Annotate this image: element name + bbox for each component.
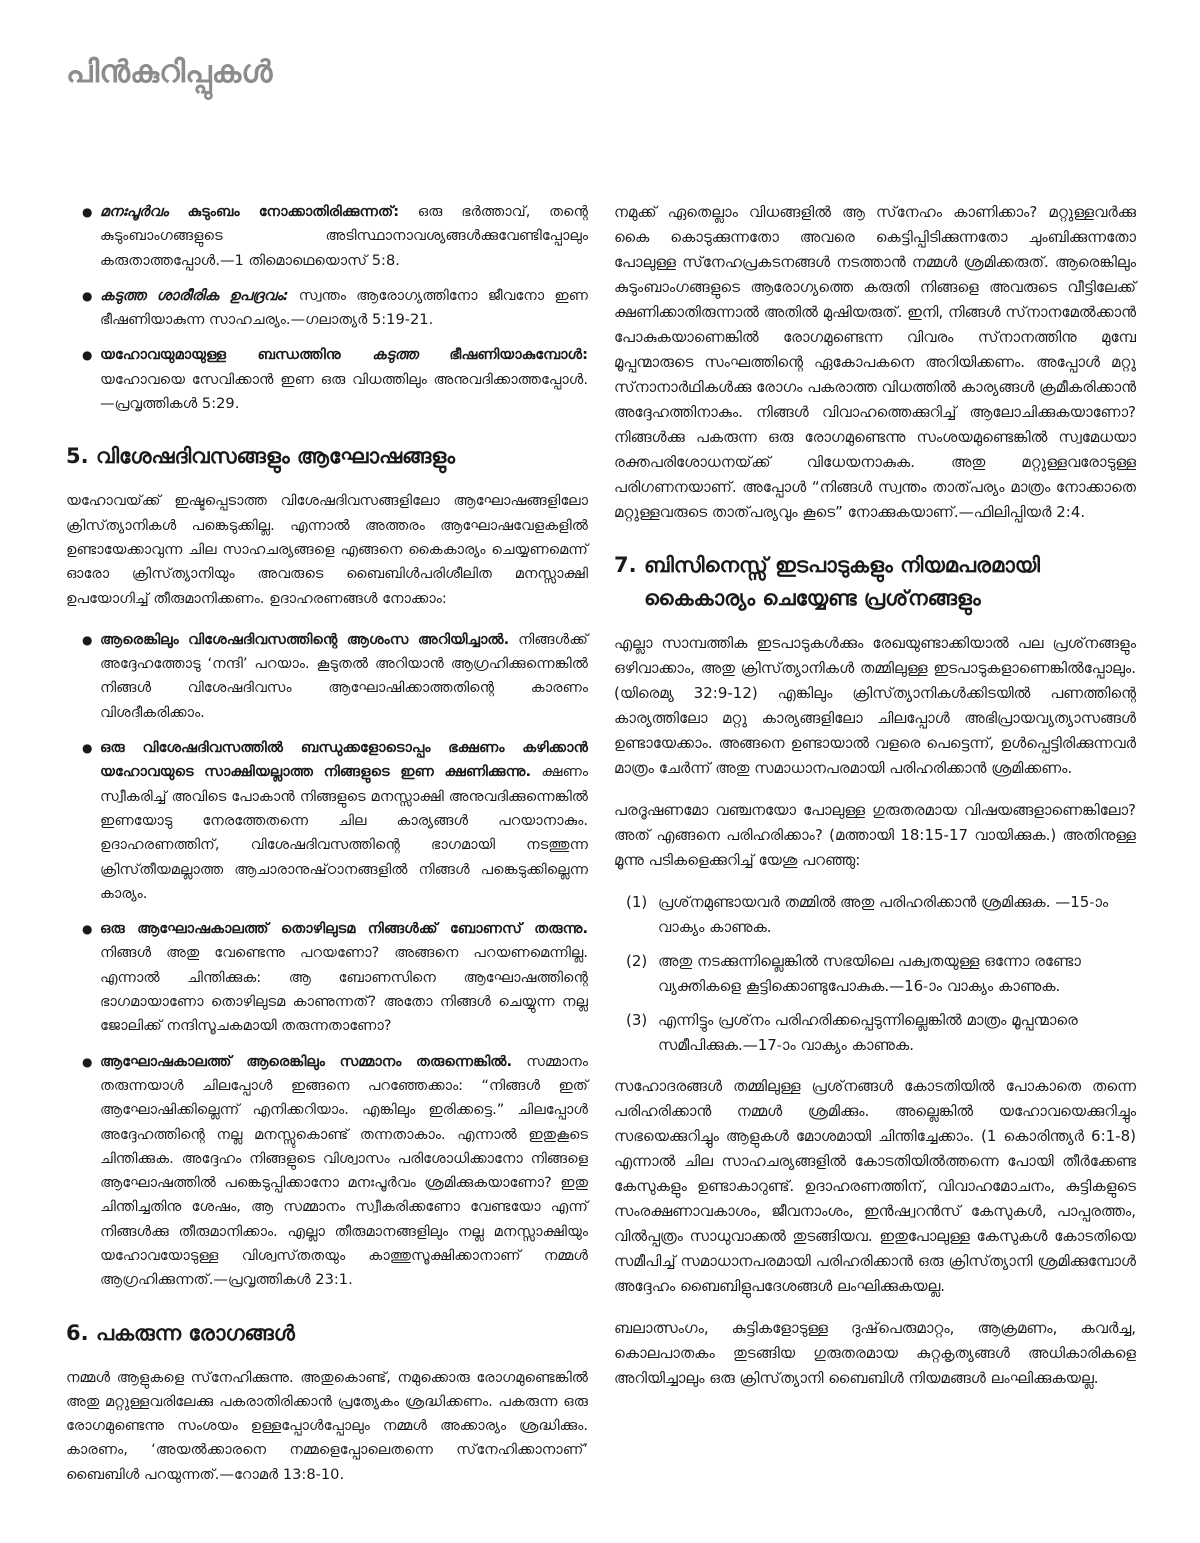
bullet-body: നിങ്ങൾ അതു വേണ്ടെന്നു പറയണോ? അങ്ങനെ പറയണമെന്നില്ല. എന്നാൽ ചിന്തിക്കുക: ആ ബോണസിനെ ആഘോഷത്തിന്റെ ഭാഗമായാണോ തൊഴിലുടമ കാണുന്നത്‌? അതോ നിങ്ങൾ ചെയ്യുന്ന നല്ല ജോലിക്ക്‌ നന്ദിസൂചകമായി തരുന്നതാണോ? <box>100 944 588 1035</box>
list-item <box>84 200 588 273</box>
steps-list <box>614 890 1136 1058</box>
step-text: എന്നിട്ടും പ്രശ്‌നം പരിഹരിക്കപ്പെടുന്നില്ലെങ്കിൽ മാത്രം മൂപ്പന്മാരെ സമീപിക്കുക.—17-ാം വാക്യം കാണുക. <box>658 1011 1078 1054</box>
section-6-continued: നമുക്ക്‌ ഏതെല്ലാം വിധങ്ങളിൽ ആ സ്‌നേഹം കാണിക്കാം? മറ്റുള്ളവർക്കു കൈ കൊടുക്കുന്നതോ അവരെ കെട്ടിപ്പിടിക്കുന്നതോ ചുംബിക്കുന്നതോ പോലുള്ള സ്‌നേഹപ്രകടനങ്ങൾ നടത്താൻ നമ്മൾ ശ്രമിക്കരുത്‌. ആരെങ്കിലും കുടുംബാംഗങ്ങളുടെ ആരോഗ്യത്തെ കരുതി നിങ്ങളെ അവരുടെ വീട്ടിലേക്ക്‌ ക്ഷണിക്കാതിരുന്നാൽ അതിൽ മുഷിയരുത്‌. ഇനി, നിങ്ങൾ സ്‌നാനമേൽക്കാൻ പോകുകയാണെങ്കിൽ രോഗമുണ്ടെന്ന വിവരം സ്‌നാനത്തിനു മുമ്പേ മൂപ്പന്മാരുടെ സംഘത്തിന്റെ ഏകോപകനെ അറിയിക്കണം. അപ്പോൾ മറ്റു സ്‌നാനാർഥികൾക്കു രോഗം പകരാത്ത വിധത്തിൽ കാര്യങ്ങൾ ക്രമീകരിക്കാൻ അദ്ദേഹത്തിനാകും. നിങ്ങൾ വിവാഹത്തെക്കുറിച്ച്‌ ആലോചിക്കുകയാണോ? നിങ്ങൾക്കു പകരുന്ന ഒരു രോഗമുണ്ടെന്നു സംശയമുണ്ടെങ്കിൽ സ്വമേധയാ രക്തപരിശോധനയ്‌ക്ക്‌ വിധേയനാകുക. അതു മറ്റുള്ളവരോടുള്ള പരിഗണനയാണ്‌. അപ്പോൾ “നിങ്ങൾ സ്വന്തം താത്‌പര്യം മാത്രം നോക്കാതെ മറ്റുള്ളവരുടെ താത്‌പര്യവും കൂടെ” നോക്കുകയാണ്‌.—ഫിലിപ്പിയർ 2:4. <box>614 203 1136 521</box>
list-item <box>84 736 588 906</box>
section-title: ബിസിനെസ്സ്‌ ഇടപാടുകളും നിയമപരമായി കൈകാര്യം ചെയ്യേണ്ട പ്രശ്‌നങ്ങളും <box>644 553 1040 610</box>
bullet-lead: ആഘോഷകാലത്ത്‌ ആരെങ്കിലും സമ്മാനം തരുന്നെങ്കിൽ. <box>100 1052 513 1070</box>
section-7-paragraph-2: പരദൂഷണമോ വഞ്ചനയോ പോലുള്ള ഗുരുതരമായ വിഷയങ്ങളാണെങ്കിലോ? അത്‌ എങ്ങനെ പരിഹരിക്കാം? (മത്തായി 18:15-17 വായിക്കുക.) അതിനുള്ള മൂന്നു പടികളെക്കുറിച്ച്‌ യേശു പറഞ്ഞു: <box>614 801 1136 869</box>
page-title: പിൻകുറിപ്പുകൾ <box>66 54 273 90</box>
step-text: പ്രശ്‌നമുണ്ടായവർ തമ്മിൽ അതു പരിഹരിക്കാൻ ശ്രമിക്കുക. —15-ാം വാക്യം കാണുക. <box>658 893 1109 936</box>
step-item <box>626 949 1136 999</box>
bullet-body: യഹോവയെ സേവിക്കാൻ ഇണ ഒരു വിധത്തിലും അനുവദിക്കാത്തപ്പോൾ.—പ്രവൃത്തികൾ 5:29. <box>100 370 588 413</box>
section-title: വിശേഷദിവസങ്ങളും ആഘോഷങ്ങളും <box>96 444 456 469</box>
section-number: 6. <box>66 1320 89 1345</box>
step-number: (3) <box>626 1011 648 1029</box>
section-7-paragraph-4: ബലാത്സംഗം, കുട്ടികളോടുള്ള ദുഷ്‌പെരുമാറ്റം, ആക്രമണം, കവർച്ച, കൊലപാതകം തുടങ്ങിയ ഗുരുതരമായ കുറ്റകൃത്യങ്ങൾ അധികാരികളെ അറിയിച്ചാലും ഒരു ക്രിസ്‌ത്യാനി ബൈബിൾ നിയമങ്ങൾ ലംഘിക്കുകയല്ല. <box>614 1319 1136 1387</box>
step-number: (1) <box>626 893 648 911</box>
section-title: പകരുന്ന രോഗങ്ങൾ <box>96 1320 295 1345</box>
bullet-lead-italic: കടുത്ത ശാരീരിക ഉപദ്രവം: <box>100 286 289 304</box>
bullet-lead: ആരെങ്കിലും വിശേഷദിവസത്തിന്റെ ആശംസ അറിയിച്ചാൽ. <box>100 630 510 648</box>
bullet-body: സമ്മാനം തരുന്നയാൾ ചിലപ്പോൾ ഇങ്ങനെ പറഞ്ഞേക്കാം: “നിങ്ങൾ ഇത്‌ ആഘോഷിക്കില്ലെന്ന്‌ എനിക്കറിയാം. എങ്കിലും ഇരിക്കട്ടെ.” ചിലപ്പോൾ അദ്ദേഹത്തിന്റെ നല്ല മനസ്സുകൊണ്ട്‌ തന്നതാകാം. എന്നാൽ ഇതുകൂടെ ചിന്തിക്കുക. അദ്ദേഹം നിങ്ങളുടെ വിശ്വാസം പരിശോധിക്കാനോ നിങ്ങളെ ആഘോഷത്തിൽ പങ്കെടുപ്പിക്കാനോ മനഃപൂർവം ശ്രമിക്കുകയാണോ? ഇതു ചിന്തിച്ചതിനു ശേഷം, ആ സമ്മാനം സ്വീകരിക്കണോ വേണ്ടയോ എന്ന്‌ നിങ്ങൾക്കു തീരുമാനിക്കാം. എല്ലാ തീരുമാനങ്ങളിലും നല്ല മനസ്സാക്ഷിയും യഹോവയോടുള്ള വിശ്വസ്‌തതയും കാത്തുസൂക്ഷിക്കാനാണ്‌ നമ്മൾ ആഗ്രഹിക്കുന്നത്‌.—പ്രവൃത്തികൾ 23:1. <box>100 1052 588 1289</box>
step-number: (2) <box>626 952 648 970</box>
bullet-lead <box>100 287 289 304</box>
bullet-lead-text: യഹോവയുമായുള്ള ബന്ധത്തിനു <box>100 346 373 364</box>
step-item <box>626 890 1136 940</box>
list-item <box>84 917 588 1038</box>
bullet-lead <box>100 346 588 363</box>
bullet-body: നിങ്ങൾക്ക്‌ അദ്ദേഹത്തോടു ‘നന്ദി’ പറയാം. കൂടുതൽ അറിയാൻ ആഗ്രഹിക്കുന്നെങ്കിൽ നിങ്ങൾ വിശേഷദിവസം ആഘോഷിക്കാത്തതിന്റെ കാരണം വിശദീകരിക്കാം. <box>100 630 589 721</box>
section-7-paragraph-1: എല്ലാ സാമ്പത്തിക ഇടപാടുകൾക്കും രേഖയുണ്ടാക്കിയാൽ പല പ്രശ്‌നങ്ങളും ഒഴിവാക്കാം, അതു ക്രിസ്‌ത്യാനികൾ തമ്മിലുള്ള ഇടപാടുകളാണെങ്കിൽപ്പോലും. (യിരെമ്യ 32:9-12) എങ്കിലും ക്രിസ്‌ത്യാനികൾക്കിടയിൽ പണത്തിന്റെ കാര്യത്തിലോ മറ്റു കാര്യങ്ങളിലോ ചിലപ്പോൾ അഭിപ്രായവ്യത്യാസങ്ങൾ ഉണ്ടായേക്കാം. അങ്ങനെ ഉണ്ടായാൽ വളരെ പെട്ടെന്ന്‌, ഉൾപ്പെട്ടിരിക്കുന്നവർ മാത്രം ചേർന്ന്‌ അതു സമാധാനപരമായി പരിഹരിക്കാൻ ശ്രമിക്കണം. <box>614 634 1136 777</box>
bullet-body: സ്വന്തം ആരോഗ്യത്തിനോ ജീവനോ ഇണ ഭീഷണിയാകുന്ന സാഹചര്യം.—ഗലാത്യർ 5:19-21. <box>100 286 589 329</box>
bullet-body: ക്ഷണം സ്വീകരിച്ച്‌ അവിടെ പോകാൻ നിങ്ങളുടെ മനസ്സാക്ഷി അനുവദിക്കുന്നെങ്കിൽ ഇണയോടു നേരത്തേതന്നെ ചില കാര്യങ്ങൾ പറയാനാകും. ഉദാഹരണത്തിന്‌, വിശേഷദിവസത്തിന്റെ ഭാഗമായി നടത്തുന്ന ക്രിസ്‌തീയമല്ലാത്ത ആചാരാനുഷ്‌ഠാനങ്ങളിൽ നിങ്ങൾ പങ്കെടുക്കില്ലെന്ന കാര്യം. <box>100 763 588 902</box>
step-text: അതു നടക്കുന്നില്ലെങ്കിൽ സഭയിലെ പക്വതയുള്ള ഒന്നോ രണ്ടോ വ്യക്തികളെ കൂട്ടിക്കൊണ്ടുപോകുക.—16-ാം വാക്യം കാണുക. <box>658 952 1081 995</box>
section-6-heading <box>66 1317 588 1350</box>
separation-reasons-list <box>66 200 588 416</box>
section-6-paragraph: നമ്മൾ ആളുകളെ സ്‌നേഹിക്കുന്നു. അതുകൊണ്ട്‌, നമുക്കൊരു രോഗമുണ്ടെങ്കിൽ അതു മറ്റുള്ളവരിലേക്കു പകരാതിരിക്കാൻ പ്രത്യേകം ശ്രദ്ധിക്കണം. പകരുന്ന ഒരു രോഗമുണ്ടെന്നു സംശയം ഉള്ളപ്പോൾപ്പോലും നമ്മൾ അക്കാര്യം ശ്രദ്ധിക്കും. കാരണം, ‘അയൽക്കാരനെ നമ്മളെപ്പോലെതന്നെ സ്‌നേഹിക്കാനാണ്‌’ ബൈബിൾ പറയുന്നത്‌.—റോമർ 13:8-10. <box>66 1368 588 1483</box>
section-5-heading <box>66 440 588 473</box>
list-item <box>84 628 588 725</box>
holiday-situations-list <box>66 628 588 1293</box>
section-7-heading <box>614 549 1136 615</box>
bullet-lead: ഒരു വിശേഷദിവസത്തിൽ ബന്ധുക്കളോടൊപ്പം ഭക്ഷണം കഴിക്കാൻ യഹോവയുടെ സാക്ഷിയല്ലാത്ത നിങ്ങളുടെ ഇണ ക്ഷണിക്കുന്നു. <box>100 739 588 781</box>
section-5-intro: യഹോവയ്‌ക്ക്‌ ഇഷ്ടപ്പെടാത്ത വിശേഷദിവസങ്ങളിലോ ആഘോഷങ്ങളിലോ ക്രിസ്‌ത്യാനികൾ പങ്കെടുക്കില്ല. എന്നാൽ അത്തരം ആഘോഷവേളകളിൽ ഉണ്ടായേക്കാവുന്ന ചില സാഹചര്യങ്ങളെ എങ്ങനെ കൈകാര്യം ചെയ്യണമെന്ന്‌ ഓരോ ക്രിസ്‌ത്യാനിയും അവരുടെ ബൈബിൾപരിശീലിത മനസ്സാക്ഷി ഉപയോഗിച്ച്‌ തീരുമാനിക്കണം. ഉദാഹരണങ്ങൾ നോക്കാം: <box>66 492 588 607</box>
right-column <box>614 200 1136 1408</box>
list-item <box>84 343 588 416</box>
bullet-lead-text: കുടുംബം നോക്കാതിരിക്കുന്നത്: <box>168 203 400 220</box>
left-column <box>66 200 588 1504</box>
bullet-lead-italic: മനഃപൂർവം <box>100 203 169 220</box>
bullet-lead-text: ഭീഷണിയാകുമ്പോൾ: <box>418 346 588 364</box>
section-number: 7. <box>614 553 637 577</box>
list-item <box>84 284 588 333</box>
section-number: 5. <box>66 444 89 469</box>
step-item <box>626 1008 1136 1058</box>
bullet-lead <box>100 203 399 220</box>
list-item <box>84 1050 588 1293</box>
bullet-lead: ഒരു ആഘോഷകാലത്ത്‌ തൊഴിലുടമ നിങ്ങൾക്ക്‌ ബോണസ്‌ തരുന്നു. <box>100 920 588 938</box>
bullet-body: ഒരു ഭർത്താവ്, തന്റെ കുടുംബാംഗങ്ങളുടെ അടിസ്ഥാനാവശ്യങ്ങൾക്കുവേണ്ടിപ്പോലും കരുതാത്തപ്പോൾ.—1 തിമൊഥെയൊസ്‌ 5:8. <box>100 203 588 269</box>
section-7-paragraph-3: സഹോദരങ്ങൾ തമ്മിലുള്ള പ്രശ്‌നങ്ങൾ കോടതിയിൽ പോകാതെ തന്നെ പരിഹരിക്കാൻ നമ്മൾ ശ്രമിക്കും. അല്ലെങ്കിൽ യഹോവയെക്കുറിച്ചും സഭയെക്കുറിച്ചും ആളുകൾ മോശമായി ചിന്തിച്ചേക്കാം. (1 കൊരിന്ത്യർ 6:1-8) എന്നാൽ ചില സാഹചര്യങ്ങളിൽ കോടതിയിൽത്തന്നെ പോയി തീർക്കേണ്ട കേസുകളും ഉണ്ടാകാറുണ്ട്‌. ഉദാഹരണത്തിന്‌, വിവാഹമോചനം, കുട്ടികളുടെ സംരക്ഷണാവകാശം, ജീവനാംശം, ഇൻഷ്വറൻസ്‌ കേസുകൾ, പാപ്പരത്തം, വിൽപ്പത്രം സാധുവാക്കൽ തുടങ്ങിയവ. ഇതുപോലുള്ള കേസുകൾ കോടതിയെ സമീപിച്ച്‌ സമാധാനപരമായി പരിഹരിക്കാൻ ഒരു ക്രിസ്‌ത്യാനി ശ്രമിക്കുമ്പോൾ അദ്ദേഹം ബൈബിളുപദേശങ്ങൾ ലംഘിക്കുകയല്ല. <box>614 1077 1136 1295</box>
bullet-lead-italic: കടുത്ത <box>372 346 419 364</box>
